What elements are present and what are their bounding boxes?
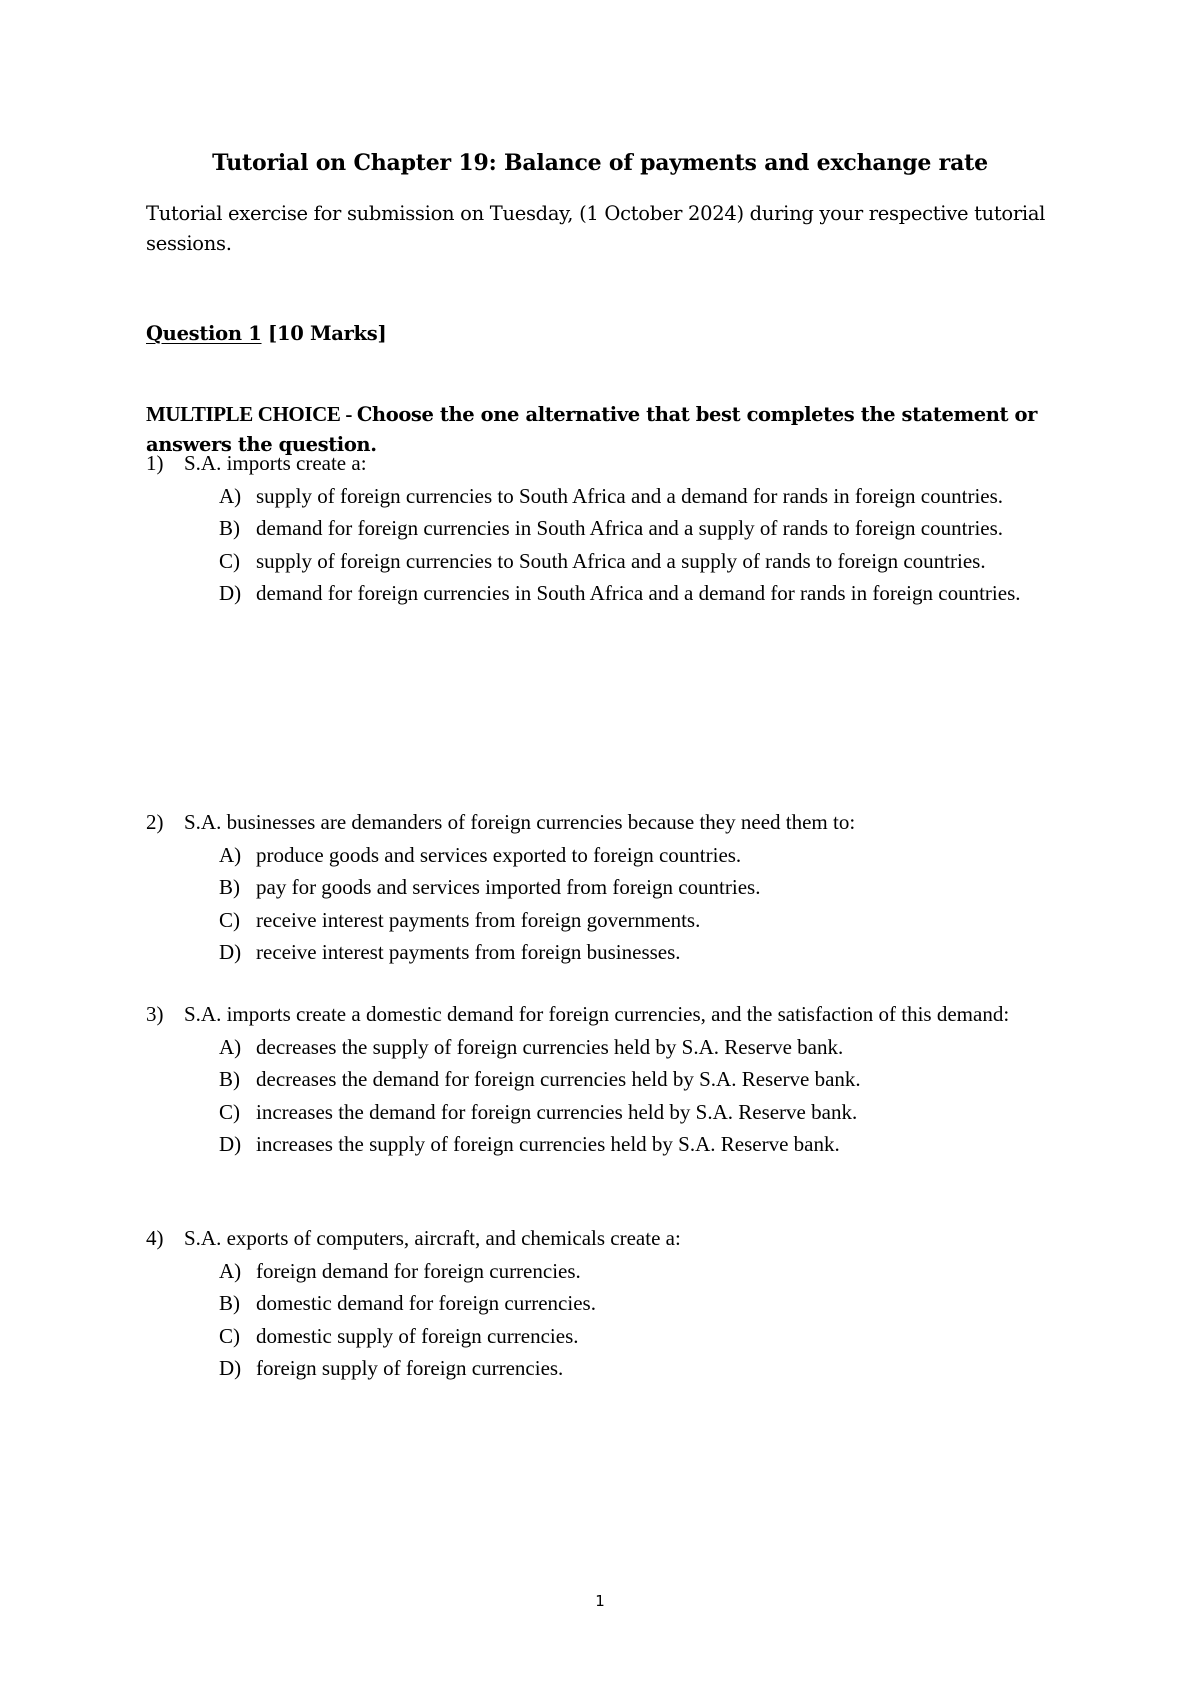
- question-text: S.A. imports create a domestic demand for foreign currencies, and the satisfaction of this demand:: [184, 1002, 1010, 1026]
- option: [146, 480, 1086, 513]
- option: [146, 1287, 1086, 1320]
- question-text: S.A. businesses are demanders of foreign currencies because they need them to:: [184, 810, 856, 834]
- option: [146, 577, 1086, 610]
- option-text: receive interest payments from foreign businesses.: [256, 940, 681, 964]
- option: [146, 1128, 1086, 1161]
- question-text: S.A. exports of computers, aircraft, and chemicals create a:: [184, 1226, 681, 1250]
- question-3: [146, 998, 1086, 1161]
- option-letter: A): [219, 1034, 242, 1059]
- option-text: demand for foreign currencies in South Africa and a demand for rands in foreign countries.: [256, 581, 1021, 605]
- option: [146, 1320, 1086, 1353]
- option-letter: D): [219, 581, 242, 605]
- option: [146, 839, 1086, 872]
- option-letter: D): [219, 1132, 242, 1156]
- option-letter: B): [219, 1067, 240, 1091]
- option-letter: C): [219, 1099, 240, 1124]
- option-letter: B): [219, 516, 240, 540]
- option-text: increases the demand for foreign currencies held by S.A. Reserve bank.: [256, 1099, 858, 1124]
- option-text: domestic supply of foreign currencies.: [256, 1323, 579, 1348]
- question-number: 4): [146, 1226, 164, 1250]
- question-label: Question 1: [146, 322, 262, 345]
- option-text: receive interest payments from foreign governments.: [256, 907, 701, 932]
- option: [146, 1096, 1086, 1129]
- option: [146, 871, 1086, 904]
- option-letter: A): [219, 1258, 242, 1283]
- option-text: pay for goods and services imported from foreign countries.: [256, 875, 761, 899]
- question-stem: [146, 1222, 1086, 1255]
- question-stem: [146, 998, 1086, 1031]
- option: [146, 1063, 1086, 1096]
- question-4: [146, 1222, 1086, 1385]
- intro-paragraph: Tutorial exercise for submission on Tuesday, (1 October 2024) during your respective tutorial sessions.: [146, 202, 1046, 255]
- option-letter: D): [219, 1356, 242, 1380]
- option-text: domestic demand for foreign currencies.: [256, 1291, 596, 1315]
- option: [146, 1352, 1086, 1385]
- instructions-text: Choose the one alternative that best completes the statement or answers the question.: [146, 403, 1038, 456]
- page-number: 1: [595, 1592, 605, 1610]
- option-letter: A): [219, 842, 242, 867]
- question-1: [146, 447, 1086, 610]
- option-letter: C): [219, 907, 240, 932]
- question-number: 1): [146, 451, 164, 475]
- question-2: [146, 806, 1086, 969]
- option-text: demand for foreign currencies in South Africa and a supply of rands to foreign countries.: [256, 516, 1004, 540]
- option-text: increases the supply of foreign currencies held by S.A. Reserve bank.: [256, 1132, 840, 1156]
- question-stem: [146, 806, 1086, 839]
- instructions-lead: MULTIPLE CHOICE -: [146, 402, 357, 426]
- question-stem: [146, 447, 1086, 480]
- option-letter: B): [219, 875, 240, 899]
- option-text: foreign demand for foreign currencies.: [256, 1258, 581, 1283]
- option-text: produce goods and services exported to foreign countries.: [256, 842, 742, 867]
- option-text: supply of foreign currencies to South Africa and a supply of rands to foreign countries.: [256, 548, 986, 573]
- option: [146, 512, 1086, 545]
- question-number: 3): [146, 1002, 164, 1026]
- option-letter: D): [219, 940, 242, 964]
- option-letter: C): [219, 548, 240, 573]
- question-number: 2): [146, 810, 164, 834]
- document-title: Tutorial on Chapter 19: Balance of payments and exchange rate: [212, 150, 988, 176]
- question-heading: [146, 322, 386, 345]
- option-text: decreases the supply of foreign currencies held by S.A. Reserve bank.: [256, 1034, 844, 1059]
- option: [146, 936, 1086, 969]
- option-letter: C): [219, 1323, 240, 1348]
- question-text: S.A. imports create a:: [184, 451, 367, 475]
- option: [146, 904, 1086, 937]
- option: [146, 1031, 1086, 1064]
- option: [146, 545, 1086, 578]
- option-text: decreases the demand for foreign currencies held by S.A. Reserve bank.: [256, 1067, 861, 1091]
- question-marks: [10 Marks]: [268, 322, 387, 345]
- option-text: supply of foreign currencies to South Africa and a demand for rands in foreign countries.: [256, 483, 1004, 508]
- option-letter: A): [219, 483, 242, 508]
- option-letter: B): [219, 1291, 240, 1315]
- option-text: foreign supply of foreign currencies.: [256, 1356, 564, 1380]
- option: [146, 1255, 1086, 1288]
